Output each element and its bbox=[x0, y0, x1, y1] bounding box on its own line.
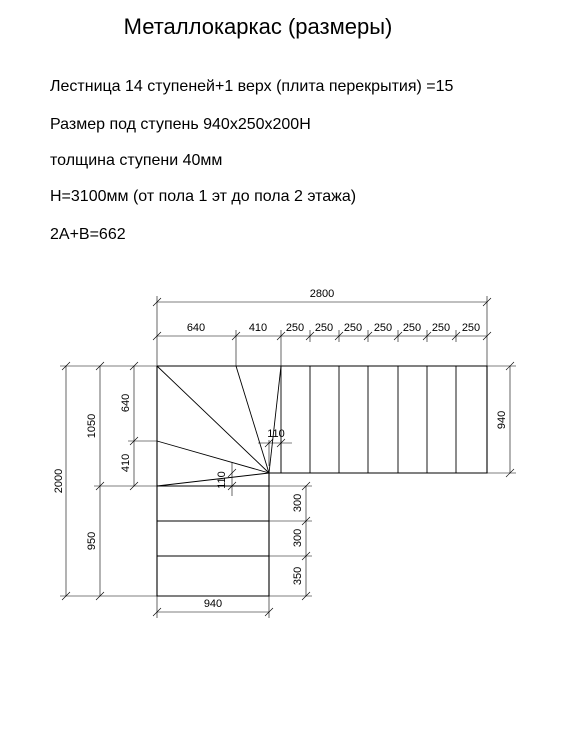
winder-treads bbox=[157, 366, 281, 486]
stair-outline bbox=[157, 366, 487, 596]
spec-line-height: Н=3100мм (от пола 1 эт до пола 2 этажа) bbox=[50, 188, 357, 205]
page-title: Металлокаркас (размеры) bbox=[123, 14, 393, 39]
dim-top-seg-7: 250 bbox=[402, 322, 422, 334]
dim-right-width: 940 bbox=[496, 410, 508, 430]
lower-right-dimensions bbox=[269, 482, 312, 600]
dim-left-upper: 1050 bbox=[86, 413, 98, 439]
dim-top-seg-8: 250 bbox=[431, 322, 451, 334]
dim-top-seg-5: 250 bbox=[343, 322, 363, 334]
dim-top-total: 2800 bbox=[309, 288, 335, 300]
dim-left-inner-top: 640 bbox=[120, 393, 132, 413]
dim-left-total: 2000 bbox=[53, 468, 65, 494]
upper-flight-treads bbox=[281, 366, 456, 473]
dim-left-inner-bottom: 410 bbox=[120, 453, 132, 473]
dim-right-seg-2: 300 bbox=[292, 528, 304, 548]
dim-inner-110-horizontal: 110 bbox=[267, 428, 285, 440]
spec-line-formula: 2А+В=662 bbox=[50, 226, 126, 243]
dim-right-seg-3: 350 bbox=[292, 566, 304, 586]
inner-110-dimensions bbox=[228, 439, 292, 496]
dim-bottom-width: 940 bbox=[203, 598, 223, 610]
dim-right-seg-1: 300 bbox=[292, 493, 304, 513]
dim-inner-110-vertical: 110 bbox=[216, 471, 228, 489]
spec-line-step-size: Размер под ступень 940х250х200Н bbox=[50, 116, 311, 133]
lower-flight-treads bbox=[157, 486, 269, 556]
dim-top-seg-6: 250 bbox=[373, 322, 393, 334]
dim-top-seg-4: 250 bbox=[314, 322, 334, 334]
dim-top-seg-1: 640 bbox=[186, 322, 206, 334]
left-dimensions bbox=[60, 362, 157, 600]
dim-top-seg-2: 410 bbox=[248, 322, 268, 334]
dim-left-lower: 950 bbox=[86, 531, 98, 551]
spec-line-thickness: толщина ступени 40мм bbox=[50, 152, 223, 169]
dim-top-seg-9: 250 bbox=[461, 322, 481, 334]
spec-line-steps: Лестница 14 ступеней+1 верх (плита перекрытия) =15 bbox=[50, 78, 454, 95]
dim-top-seg-3: 250 bbox=[285, 322, 305, 334]
